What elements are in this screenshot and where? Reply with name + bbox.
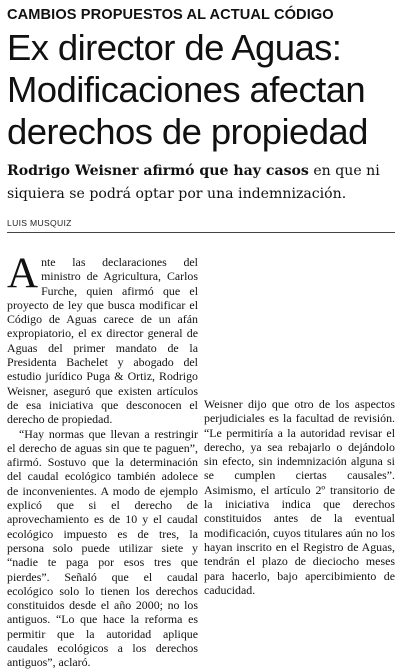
column-1 xyxy=(7,250,198,670)
paragraph-1 xyxy=(7,250,198,427)
lead-paragraph xyxy=(7,160,395,206)
paragraph-2: “Hay normas que llevan a restringir el derecho de aguas sin que te paguen”, afirmó. Sostuvo que la determinación del caudal ecológico también adolece de inconvenientes. A modo de ejemplo explicó que si el derecho de aprovechamiento es de 10 y el caudal ecológico impuesto es de tres, la persona solo puede utilizar siete y “nadie te paga por esos tres que pierdes”. Señaló que el caudal ecológico solo lo tienen los derechos constituidos desde el año 2000; no los antiguos. “Lo que hace la reforma es permitir que la autoridad aplique caudales ecológicos a los derechos antiguos”, aclaró. xyxy=(7,426,198,670)
paragraph-3: Weisner dijo que otro de los aspectos perjudiciales es la facultad de revisión. “Le permitiría a la autoridad revisar el derecho, ya sea rebajarlo o dejándolo sin efecto, sin indemnización alguna si se cumplen ciertas causales”. Asimismo, el artículo 2º transitorio de la iniciativa indica que derechos constituidos antes de la eventual modificación, cuyos titulares aún no los hayan inscrito en el Registro de Aguas, tendrán el plazo de dieciocho meses para hacerlo, bajo apercibimiento de caducidad. xyxy=(204,397,395,597)
paragraph-1-text: nte las declaraciones del ministro de Agricultura, Carlos Furche, quien afirmó que el proyecto de ley que busca modificar el Código de Aguas carece de un afán expropiatorio, el ex director general de Aguas del primer mandato de la Presidenta Bachelet y abogado del estudio jurídico Puga & Ortiz, Rodrigo Weisner, aseguró que existen artículos de esa iniciativa que desconocen el derecho de propiedad. xyxy=(7,255,198,427)
byline-divider xyxy=(7,232,395,233)
lead-bold: Rodrigo Weisner afirmó que hay casos xyxy=(7,163,309,179)
article-header xyxy=(7,6,395,233)
lead-line-1 xyxy=(7,160,395,183)
headline-line-1: Ex director de Aguas: xyxy=(7,27,342,68)
column-2 xyxy=(204,397,395,670)
lead-line-2: siquiera se podrá optar por una indemnización. xyxy=(7,186,347,202)
headline-line-3: derechos de propiedad xyxy=(7,111,368,152)
kicker: CAMBIOS PROPUESTOS AL ACTUAL CÓDIGO xyxy=(7,7,334,23)
byline: LUIS MUSQUIZ xyxy=(7,218,72,228)
headline xyxy=(7,27,395,153)
lead-rest: en que ni xyxy=(308,163,380,179)
headline-line-2: Modificaciones afectan xyxy=(7,69,366,110)
drop-cap: A xyxy=(7,250,39,297)
article-body xyxy=(7,250,395,670)
